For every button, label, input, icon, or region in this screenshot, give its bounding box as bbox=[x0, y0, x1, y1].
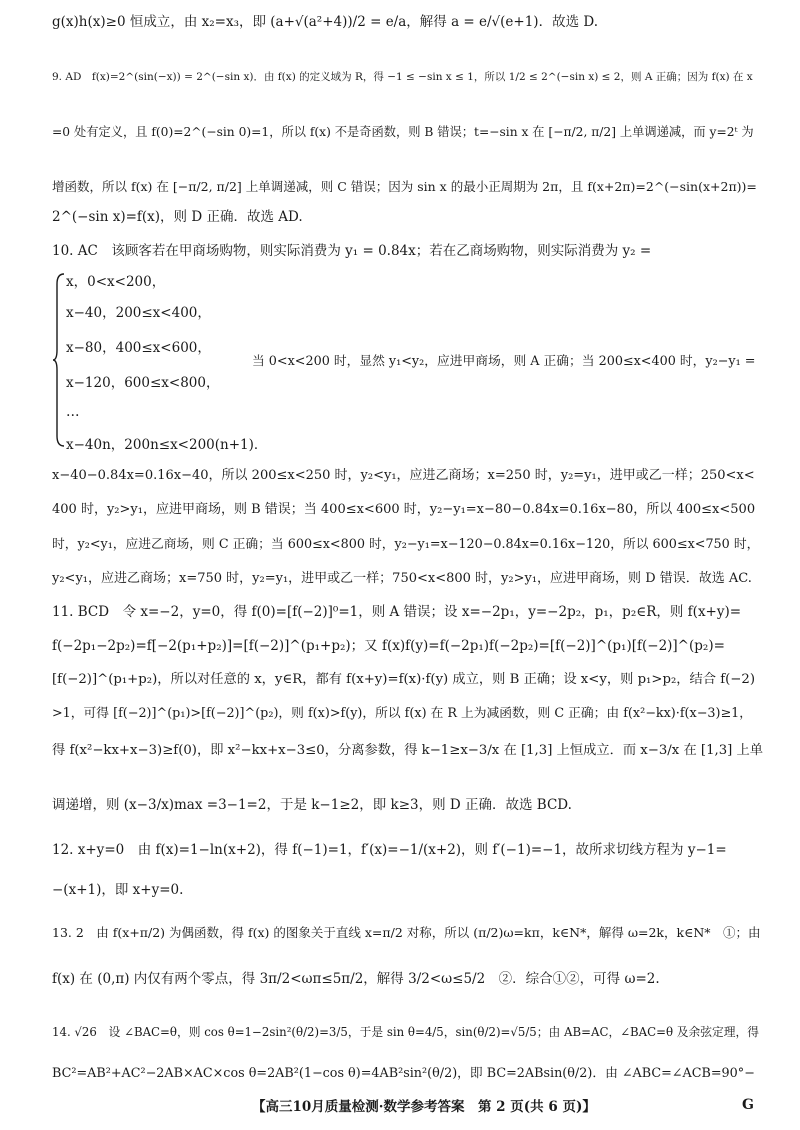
piecewise-brace bbox=[52, 272, 66, 448]
text-line-content: 9. AD f(x)=2^(sin(−x)) = 2^(−sin x)．由 f(x) 的定义域为 R，得 −1 ≤ −sin x ≤ 1，所以 1/2 ≤ 2^(−sin x) ≤ 2，则 A 正确；因为 f(x) 在 x bbox=[52, 71, 753, 83]
footer-title: 【高三10月质量检测·数学参考答案 第 2 页(共 6 页)】 bbox=[252, 1099, 596, 1115]
text-line-content: x−80，400≤x<600， bbox=[66, 340, 211, 356]
text-line-content: … bbox=[66, 404, 80, 420]
text-line-content: =0 处有定义，且 f(0)=2^(−sin 0)=1，所以 f(x) 不是奇函数，则 B 错误；t=−sin x 在 [−π/2, π/2] 上单调递减，而 y=2ᵗ 为 bbox=[52, 125, 754, 139]
text-line-content: x，0<x<200， bbox=[66, 274, 166, 290]
text-line-content: 12. x+y=0 由 f(x)=1−ln(x+2)，得 f(−1)=1，f′(x)=−1/(x+2)，则 f′(−1)=−1，故所求切线方程为 y−1= bbox=[52, 842, 727, 858]
text-line-content: x−40−0.84x=0.16x−40，所以 200≤x<250 时，y₂<y₁，应进乙商场；x=250 时，y₂=y₁，进甲或乙一样；250<x< bbox=[52, 468, 755, 483]
text-line-content: 13. 2 由 f(x+π/2) 为偶函数，得 f(x) 的图象关于直线 x=π/2 对称，所以 (π/2)ω=kπ，k∈N*，解得 ω=2k，k∈N* ①；由 bbox=[52, 925, 761, 940]
version-code: G bbox=[742, 1097, 754, 1113]
text-line-content: BC²=AB²+AC²−2AB×AC×cos θ=2AB²(1−cos θ)=4AB²sin²(θ/2)，即 BC=2ABsin(θ/2)．由 ∠ABC=∠ACB=90°− bbox=[52, 1066, 755, 1081]
text-line-content: 得 f(x²−kx+x−3)≥f(0)，即 x²−kx+x−3≤0，分离参数，得 k−1≥x−3/x 在 [1,3] 上恒成立．而 x−3/x 在 [1,3] 上单 bbox=[52, 743, 764, 758]
text-line-content: 10. AC 该顾客若在甲商场购物，则实际消费为 y₁ = 0.84x；若在乙商场购物，则实际消费为 y₂ = bbox=[52, 243, 652, 259]
text-line-content: f(−2p₁−2p₂)=f[−2(p₁+p₂)]=[f(−2)]^(p₁+p₂)；又 f(x)f(y)=f(−2p₁)f(−2p₂)=[f(−2)]^(p₁)[f(−2)]^(p₂)= bbox=[52, 638, 725, 654]
text-line-content: >1，可得 [f(−2)]^(p₁)>[f(−2)]^(p₂)，则 f(x)>f(y)，所以 f(x) 在 R 上为减函数，则 C 正确；由 f(x²−kx)·f(x−3)≥1， bbox=[52, 706, 753, 721]
text-line-content: g(x)h(x)≥0 恒成立，由 x₂=x₃，即 (a+√(a²+4))/2 = e/a，解得 a = e/√(e+1)．故选 D. bbox=[52, 14, 598, 30]
text-line-content: y₂<y₁，应进乙商场；x=750 时，y₂=y₁，进甲或乙一样；750<x<800 时，y₂>y₁，应进甲商场，则 D 错误．故选 AC. bbox=[52, 571, 752, 586]
text-line-content: [f(−2)]^(p₁+p₂)，所以对任意的 x，y∈R，都有 f(x+y)=f(x)·f(y) 成立，则 B 正确；设 x<y，则 p₁>p₂，结合 f(−2) bbox=[52, 672, 756, 687]
text-line-content: x−40n，200n≤x<200(n+1)． bbox=[66, 437, 268, 453]
text-line-content: x−120，600≤x<800， bbox=[66, 375, 220, 391]
text-line-content: f(x) 在 (0,π) 内仅有两个零点，得 3π/2<ωπ≤5π/2，解得 3/2<ω≤5/2 ②．综合①②，可得 ω=2. bbox=[52, 971, 660, 987]
text-line-content: 11. BCD 令 x=−2，y=0，得 f(0)=[f(−2)]⁰=1，则 A 错误；设 x=−2p₁，y=−2p₂，p₁，p₂∈R，则 f(x+y)= bbox=[52, 604, 742, 620]
text-line-content: 14. √26 设 ∠BAC=θ，则 cos θ=1−2sin²(θ/2)=3/5，于是 sin θ=4/5，sin(θ/2)=√5/5；由 AB=AC，∠BAC=θ 及余弦定理，得 bbox=[52, 1025, 760, 1039]
text-line-content: 调递增，则 (x−3/x)max =3−1=2，于是 k−1≥2，即 k≥3，则 D 正确．故选 BCD. bbox=[52, 797, 572, 813]
text-line-content: 2^(−sin x)=f(x)，则 D 正确．故选 AD. bbox=[52, 209, 303, 225]
text-line-content: 增函数，所以 f(x) 在 [−π/2, π/2] 上单调递减，则 C 错误；因为 sin x 的最小正周期为 2π，且 f(x+2π)=2^(−sin(x+2π))= bbox=[52, 179, 757, 194]
text-line-content: 当 0<x<200 时，显然 y₁<y₂，应进甲商场，则 A 正确；当 200≤x<400 时，y₂−y₁ = bbox=[252, 354, 756, 369]
text-line-content: 400 时，y₂>y₁，应进甲商场，则 B 错误；当 400≤x<600 时，y₂−y₁=x−80−0.84x=0.16x−80，所以 400≤x<500 bbox=[52, 502, 756, 517]
text-line-content: 时，y₂<y₁，应进乙商场，则 C 正确；当 600≤x<800 时，y₂−y₁=x−120−0.84x=0.16x−120，所以 600≤x<750 时， bbox=[52, 537, 760, 552]
text-line-content: −(x+1)，即 x+y=0. bbox=[52, 882, 184, 898]
text-line-content: x−40，200≤x<400， bbox=[66, 305, 211, 321]
